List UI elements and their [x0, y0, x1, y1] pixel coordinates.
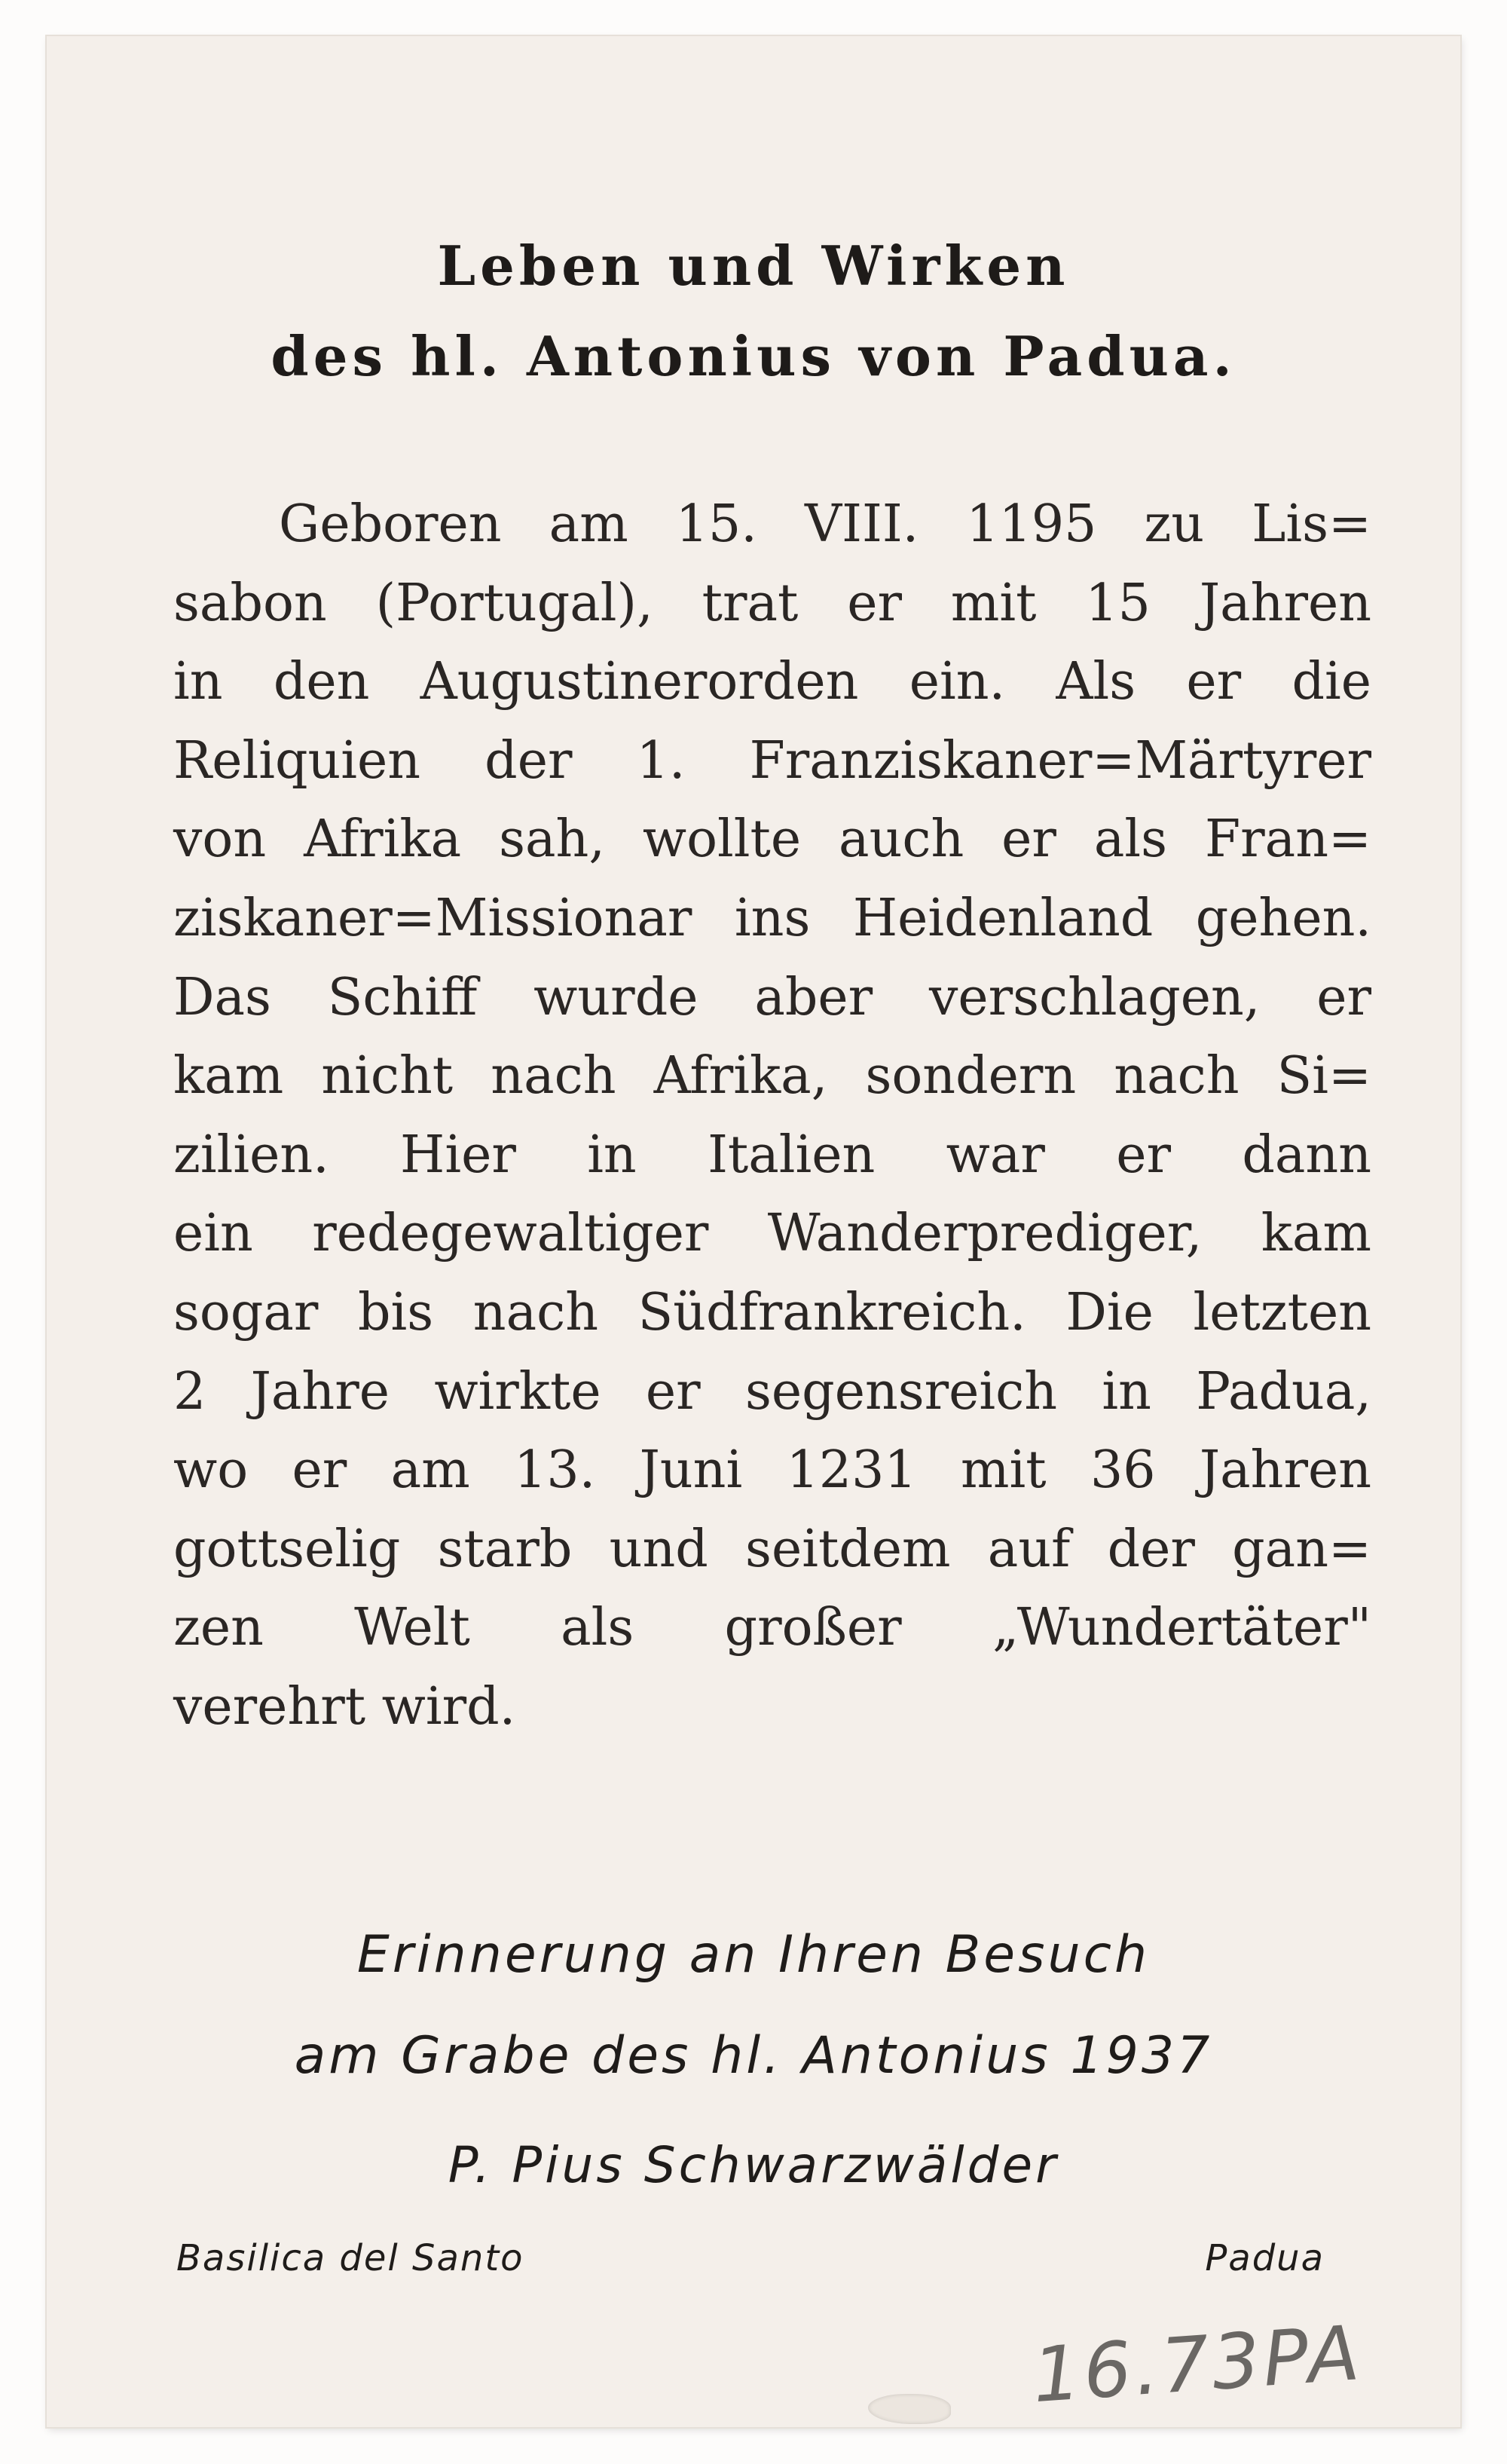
- body-line: ziskaner=Missionar ins Heidenland gehen.: [173, 888, 1371, 948]
- body-line: wo er am 13. Juni 1231 mit 36 Jahren: [173, 1440, 1371, 1501]
- memorial-signature: P. Pius Schwarzwälder: [448, 2136, 1059, 2194]
- footer-basilica: Basilica del Santo: [176, 2237, 524, 2279]
- body-line: gottselig starb und seitdem auf der gan=: [173, 1519, 1371, 1579]
- biography-text: [173, 485, 1371, 1747]
- body-line: Geboren am 15. VIII. 1195 zu Lis=: [279, 494, 1371, 554]
- body-line: zilien. Hier in Italien war er dann: [173, 1125, 1371, 1185]
- body-line: sabon (Portugal), trat er mit 15 Jahren: [173, 573, 1371, 633]
- footer-city: Padua: [1205, 2237, 1325, 2279]
- paper-tear-mark: [868, 2394, 951, 2424]
- memorial-line-2: am Grabe des hl. Antonius 1937: [294, 2026, 1213, 2086]
- body-line: 2 Jahre wirkte er segensreich in Padua,: [173, 1361, 1371, 1422]
- body-line: verehrt wird.: [173, 1676, 516, 1737]
- body-line: sogar bis nach Südfrankreich. Die letzten: [173, 1282, 1371, 1342]
- body-line: in den Augustinerorden ein. Als er die: [173, 652, 1371, 712]
- body-line: von Afrika sah, wollte auch er als Fran=: [173, 810, 1371, 870]
- body-line: zen Welt als großer „Wundertäter": [173, 1598, 1371, 1658]
- body-line: Reliquien der 1. Franziskaner=Märtyrer: [173, 730, 1371, 791]
- pencil-annotation: 16.73PA: [1029, 2308, 1365, 2420]
- title-line-1: Leben und Wirken: [437, 234, 1070, 298]
- title-line-2: des hl. Antonius von Padua.: [271, 324, 1236, 388]
- memorial-line-1: Erinnerung an Ihren Besuch: [356, 1925, 1151, 1985]
- prayer-card: [47, 36, 1460, 2427]
- body-line: ein redegewaltiger Wanderprediger, kam: [173, 1204, 1371, 1264]
- body-line: kam nicht nach Afrika, sondern nach Si=: [173, 1046, 1371, 1107]
- body-line: Das Schiff wurde aber verschlagen, er: [173, 967, 1371, 1027]
